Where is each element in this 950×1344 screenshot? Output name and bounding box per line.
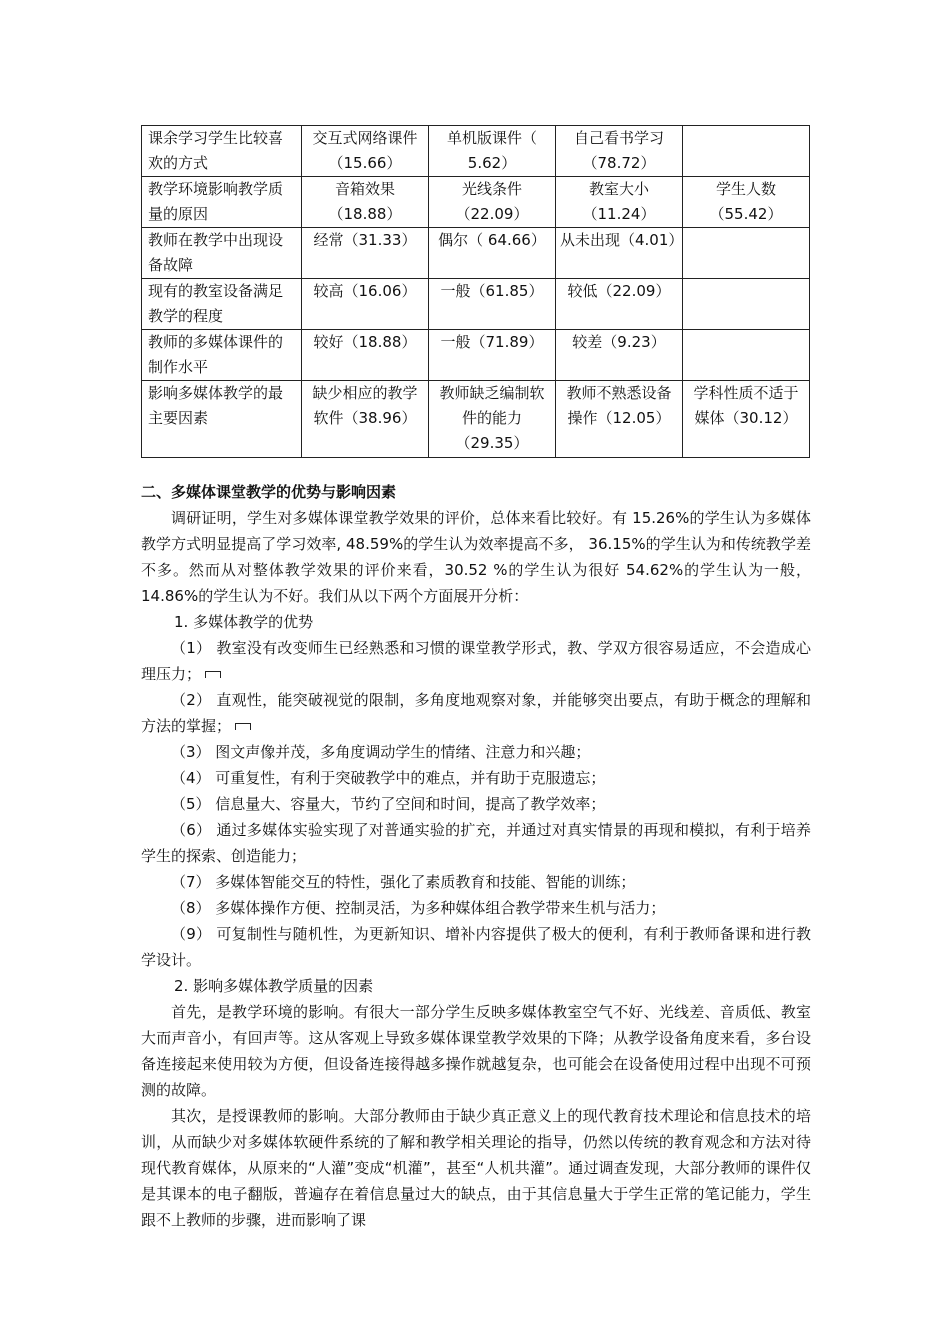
option-cell: 教室大小（11.24） bbox=[556, 177, 683, 228]
table-row bbox=[142, 330, 810, 381]
option-cell bbox=[683, 330, 810, 381]
option-cell: 较低（22.09） bbox=[556, 279, 683, 330]
option-cell: 一般（71.89） bbox=[429, 330, 556, 381]
option-cell bbox=[683, 126, 810, 177]
option-cell: 较差（9.23） bbox=[556, 330, 683, 381]
advantage-item: （7） 多媒体智能交互的特性，强化了素质教育和技能、智能的训练； bbox=[171, 873, 636, 891]
option-cell: 自己看书学习（78.72） bbox=[556, 126, 683, 177]
table-row bbox=[142, 228, 810, 279]
advantage-item: （6） 通过多媒体实验实现了对普通实验的扩充，并通过对真实情景的再现和模拟，有利于培养学生的探索、创造能力； bbox=[141, 821, 811, 865]
option-cell: 教师缺乏编制软件的能力（29.35） bbox=[429, 381, 556, 458]
option-cell bbox=[683, 279, 810, 330]
option-cell: 光线条件（22.09） bbox=[429, 177, 556, 228]
advantage-item: （5） 信息量大、容量大，节约了空间和时间，提高了教学效率； bbox=[171, 795, 606, 813]
table-row bbox=[142, 126, 810, 177]
option-cell: 缺少相应的教学软件（38.96） bbox=[302, 381, 429, 458]
advantage-item: （3） 图文声像并茂，多角度调动学生的情绪、注意力和兴趣； bbox=[171, 743, 591, 761]
row-label: 教学环境影响教学质量的原因 bbox=[142, 177, 302, 228]
subheading-factors: 2. 影响多媒体教学质量的因素 bbox=[174, 977, 374, 995]
bracket-mark-icon bbox=[205, 671, 221, 678]
bracket-mark-icon bbox=[235, 723, 251, 730]
row-label: 教师的多媒体课件的制作水平 bbox=[142, 330, 302, 381]
row-label: 现有的教室设备满足教学的程度 bbox=[142, 279, 302, 330]
option-cell: 教师不熟悉设备操作（12.05） bbox=[556, 381, 683, 458]
table-row bbox=[142, 381, 810, 458]
factor-paragraph-teacher: 其次，是授课教师的影响。大部分教师由于缺少真正意义上的现代教育技术理论和信息技术的培训，从而缺少对多媒体软硬件系统的了解和教学相关理论的指导，仍然以传统的教育观念和方法对待现代教育媒体，从原来的“人灌”变成“机灌”，甚至“人机共灌”。通过调查发现，大部分教师的课件仅是其课本的电子翻版，普遍存在着信息量过大的缺点，由于其信息量大于学生正常的笔记能力，学生跟不上教师的步骤，进而影响了课 bbox=[141, 1107, 811, 1229]
advantage-item bbox=[141, 687, 811, 739]
option-cell: 学生人数（55.42） bbox=[683, 177, 810, 228]
option-cell: 较好（18.88） bbox=[302, 330, 429, 381]
section-heading: 二、多媒体课堂教学的优势与影响因素 bbox=[141, 483, 397, 501]
factor-paragraph-environment: 首先，是教学环境的影响。有很大一部分学生反映多媒体教室空气不好、光线差、音质低、教室大而声音小，有回声等。这从客观上导致多媒体课堂教学效果的下降；从教学设备角度来看，多台设备连接起来使用较为方便，但设备连接得越多操作就越复杂，也可能会在设备使用过程中出现不可预测的故障。 bbox=[141, 1003, 811, 1099]
option-cell: 音箱效果（18.88） bbox=[302, 177, 429, 228]
table-row bbox=[142, 177, 810, 228]
survey-table bbox=[141, 125, 810, 458]
table-row bbox=[142, 279, 810, 330]
advantage-item: （9） 可复制性与随机性，为更新知识、增补内容提供了极大的便利，有利于教师备课和进行教学设计。 bbox=[141, 925, 811, 969]
advantage-item: （4） 可重复性，有利于突破教学中的难点，并有助于克服遗忘； bbox=[171, 769, 606, 787]
option-cell: 学科性质不适于媒体（30.12） bbox=[683, 381, 810, 458]
option-cell: 较高（16.06） bbox=[302, 279, 429, 330]
subheading-advantages: 1. 多媒体教学的优势 bbox=[174, 613, 314, 631]
option-cell: 从未出现（4.01） bbox=[556, 228, 683, 279]
row-label: 影响多媒体教学的最主要因素 bbox=[142, 381, 302, 458]
row-label: 教师在教学中出现设备故障 bbox=[142, 228, 302, 279]
advantage-text: （2） 直观性，能突破视觉的限制，多角度地观察对象，并能够突出要点，有助于概念的理解和方法的掌握； bbox=[141, 691, 811, 735]
row-label: 课余学习学生比较喜欢的方式 bbox=[142, 126, 302, 177]
option-cell: 偶尔（ 64.66） bbox=[429, 228, 556, 279]
section-body bbox=[141, 479, 811, 1233]
option-cell: 单机版课件（ 5.62） bbox=[429, 126, 556, 177]
option-cell bbox=[683, 228, 810, 279]
intro-paragraph: 调研证明，学生对多媒体课堂教学效果的评价，总体来看比较好。有 15.26%的学生认为多媒体教学方式明显提高了学习效率, 48.59%的学生认为效率提高不多， 36.15%的学生认为和传统教学差不多。然而从对整体教学效果的评价来看，30.52 %的学生认为很好 54.62%的学生认为一般，14.86%的学生认为不好。我们从以下两个方面展开分析： bbox=[141, 509, 811, 605]
option-cell: 一般（61.85） bbox=[429, 279, 556, 330]
advantage-item: （8） 多媒体操作方便、控制灵活，为多种媒体组合教学带来生机与活力； bbox=[171, 899, 666, 917]
advantage-item bbox=[141, 635, 811, 687]
option-cell: 经常（31.33） bbox=[302, 228, 429, 279]
advantage-text: （1） 教室没有改变师生已经熟悉和习惯的课堂教学形式，教、学双方很容易适应，不会造成心理压力； bbox=[141, 639, 811, 683]
option-cell: 交互式网络课件（15.66） bbox=[302, 126, 429, 177]
